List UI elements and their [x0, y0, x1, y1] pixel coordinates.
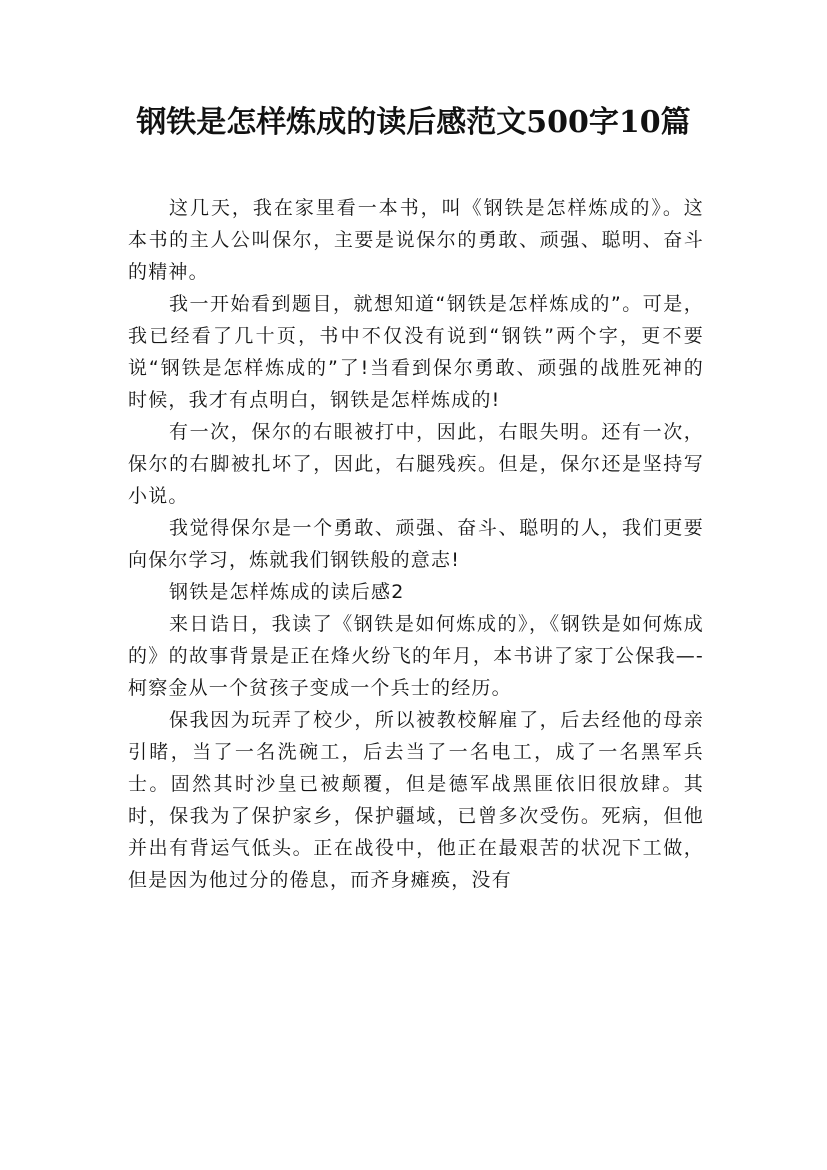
paragraph: 来日诰日，我读了《钢铁是如何炼成的》，《钢铁是如何炼成的》的故事背景是正在烽火纷飞的年月，本书讲了家丁公保我—-柯察金从一个贫孩子变成一个兵士的经历。	[128, 613, 704, 699]
document-title: 钢铁是怎样炼成的读后感范文500字10篇	[136, 105, 691, 140]
paragraph: 我觉得保尔是一个勇敢、顽强、奋斗、聪明的人，我们更要向保尔学习，炼就我们钢铁般的意志!	[128, 517, 704, 571]
paragraph: 这几天，我在家里看一本书，叫《钢铁是怎样炼成的》。这本书的主人公叫保尔，主要是说保尔的勇敢、顽强、聪明、奋斗的精神。	[128, 197, 704, 283]
section-heading: 钢铁是怎样炼成的读后感2	[169, 581, 405, 603]
paragraph: 保我因为玩弄了校少，所以被教校解雇了，后去经他的母亲引睹，当了一名洗碗工，后去当了一名电工，成了一名黑军兵士。固然其时沙皇已被颠覆，但是德军战黑匪依旧很放肆。其时，保我为了保护家乡，保护疆域，已曾多次受伤。死病，但他并出有背运气低头。正在战役中，他正在最艰苦的状况下工做，但是因为他过分的倦息，而齐身瘫痪，没有	[128, 709, 704, 891]
document-body	[128, 192, 704, 896]
paragraph: 我一开始看到题目，就想知道“钢铁是怎样炼成的”。可是，我已经看了几十页，书中不仅没有说到“钢铁”两个字，更不要说“钢铁是怎样炼成的”了!当看到保尔勇敢、顽强的战胜死神的时候，我才有点明白，钢铁是怎样炼成的!	[128, 293, 704, 411]
paragraph: 有一次，保尔的右眼被打中，因此，右眼失明。还有一次，保尔的右脚被扎坏了，因此，右腿残疾。但是，保尔还是坚持写小说。	[128, 421, 704, 507]
